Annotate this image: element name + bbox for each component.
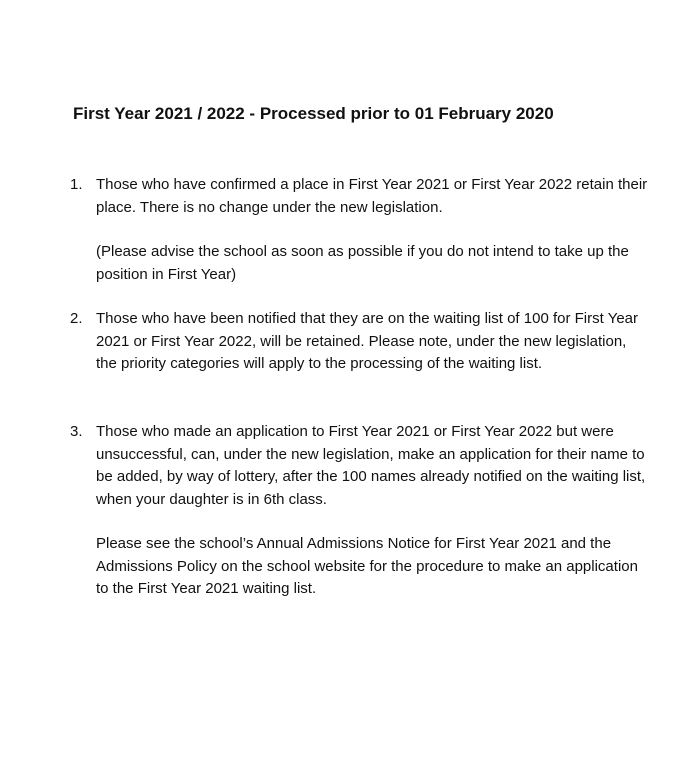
list-item-number: 1.: [70, 176, 83, 193]
list-item-number: 2.: [70, 310, 83, 327]
list-item-paragraph: Those who have confirmed a place in First Year 2021 or First Year 2022 retain their place. There is no change under the new legislation.: [96, 176, 648, 216]
list-item-followup-paragraph: Please see the school’s Annual Admissions Notice for First Year 2021 and the Admissions Policy on the school website for the procedure to make an application to the First Year 2021 waiting list.: [96, 535, 638, 597]
list-item-note: (Please advise the school as soon as possible if you do not intend to take up the position in First Year): [96, 243, 629, 283]
list-item-number: 3.: [70, 423, 83, 440]
list-item-paragraph: Those who made an application to First Year 2021 or First Year 2022 but were unsuccessful, can, under the new legislation, make an application for their name to be added, by way of lottery, after the 100 names already notified on the waiting list, when your daughter is in 6th class.: [96, 423, 646, 508]
list-item-2: [70, 308, 650, 376]
list-item-3: [70, 421, 650, 601]
list-item-paragraph: Those who have been notified that they are on the waiting list of 100 for First Year 2021 or First Year 2022, will be retained. Please note, under the new legislation, the priority categories will apply to the processing of the waiting list.: [96, 310, 638, 372]
list-item-1: [70, 174, 650, 286]
document-title: First Year 2021 / 2022 - Processed prior to 01 February 2020: [73, 104, 554, 123]
